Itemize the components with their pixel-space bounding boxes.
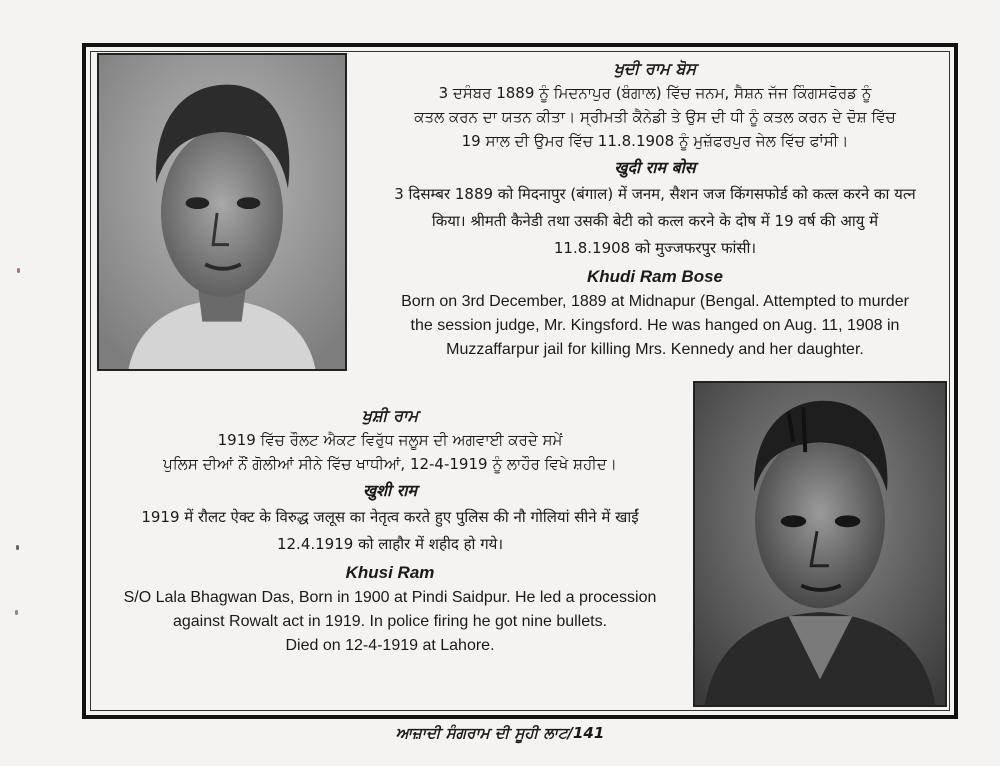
hindi-title: खुशी राम [363, 481, 417, 500]
punjabi-title: ਖੁਦੀ ਰਾਮ ਬੋਸ [613, 59, 697, 78]
hindi-text [100, 504, 680, 558]
text-line: 19 ਸਾਲ ਦੀ ਉਮਰ ਵਿੱਚ 11.8.1908 ਨੂੰ ਮੁਜ਼ੱਫਰਪੁਰ ਜੇਲ ਵਿੱਚ ਫਾਂਸੀ। [461, 132, 849, 150]
text-line: 1919 ਵਿੱਚ ਰੌਲਟ ਐਕਟ ਵਿਰੁੱਧ ਜਲੂਸ ਦੀ ਅਗਵਾਈ ਕਰਦੇ ਸਮੇਂ [217, 431, 563, 449]
portrait-khudi-ram-bose [97, 53, 347, 371]
english-title: Khudi Ram Bose [586, 267, 724, 286]
text-line: ਕਤਲ ਕਰਨ ਦਾ ਯਤਨ ਕੀਤਾ। ਸ੍ਰੀਮਤੀ ਕੈਨੇਡੀ ਤੇ ਉਸ ਦੀ ਧੀ ਨੂੰ ਕਤਲ ਕਰਨ ਦੇ ਦੋਸ਼ ਵਿੱਚ [414, 108, 896, 126]
english-text [355, 290, 955, 362]
entry-khusi-ram [100, 404, 680, 658]
scan-speck [17, 268, 20, 273]
text-line: against Rowalt act in 1919. In police firing he got nine bullets. [172, 613, 608, 630]
text-line: the session judge, Mr. Kingsford. He was hanged on Aug. 11, 1908 in [410, 317, 900, 334]
text-line: ਪੁਲਿਸ ਦੀਆਂ ਨੌਂ ਗੋਲੀਆਂ ਸੀਨੇ ਵਿੱਚ ਖਾਧੀਆਂ, 12-4-1919 ਨੂੰ ਲਾਹੌਰ ਵਿਖੇ ਸ਼ਹੀਦ। [163, 455, 617, 473]
text-line: 3 दिसम्बर 1889 को मिदनापुर (बंगाल) में जनम, सैशन जज किंगसफोर्ड को कत्ल करने का यत्न [394, 185, 916, 203]
text-line: S/O Lala Bhagwan Das, Born in 1900 at Pindi Saidpur. He led a procession [123, 589, 657, 606]
text-line: किया। श्रीमती कैनेडी तथा उसकी बेटी को कत्ल करने के दोष में 19 वर्ष की आयु में [431, 212, 879, 230]
punjabi-text [355, 81, 955, 153]
text-line: 11.8.1908 को मुज्जफरपुर फांसी। [553, 239, 757, 257]
punjabi-title: ਖੁਸ਼ੀ ਰਾਮ [361, 406, 419, 425]
hindi-title: खुदी राम बोस [614, 158, 696, 177]
text-line: 1919 में रौलट ऐक्ट के विरुद्ध जलूस का नेतृत्व करते हुए पुलिस की नौ गोलियां सीने में खाईं [141, 508, 639, 526]
hindi-text [355, 181, 955, 262]
text-line: 12.4.1919 को लाहौर में शहीद हो गये। [276, 535, 504, 553]
text-line: Born on 3rd December, 1889 at Midnapur (Bengal. Attempted to murder [401, 293, 909, 310]
scan-speck [16, 545, 19, 550]
english-title: Khusi Ram [345, 563, 435, 582]
page-footer: ਆਜ਼ਾਦੀ ਸੰਗਰਾਮ ਦੀ ਸੂਹੀ ਲਾਟ/141 [395, 724, 605, 742]
english-text [100, 586, 680, 658]
text-line: Muzzaffarpur jail for killing Mrs. Kennedy and her daughter. [446, 341, 864, 358]
text-line: 3 ਦਸੰਬਰ 1889 ਨੂੰ ਮਿਦਨਾਪੁਰ (ਬੰਗਾਲ) ਵਿੱਚ ਜਨਮ, ਸੈਸ਼ਨ ਜੱਜ ਕਿੰਗਸਫੋਰਡ ਨੂੰ [438, 84, 872, 102]
text-line: Died on 12-4-1919 at Lahore. [285, 637, 495, 654]
entry-khudi-ram-bose [355, 57, 955, 362]
punjabi-text [100, 428, 680, 476]
scan-speck [15, 610, 18, 615]
portrait-khusi-ram [693, 381, 947, 707]
